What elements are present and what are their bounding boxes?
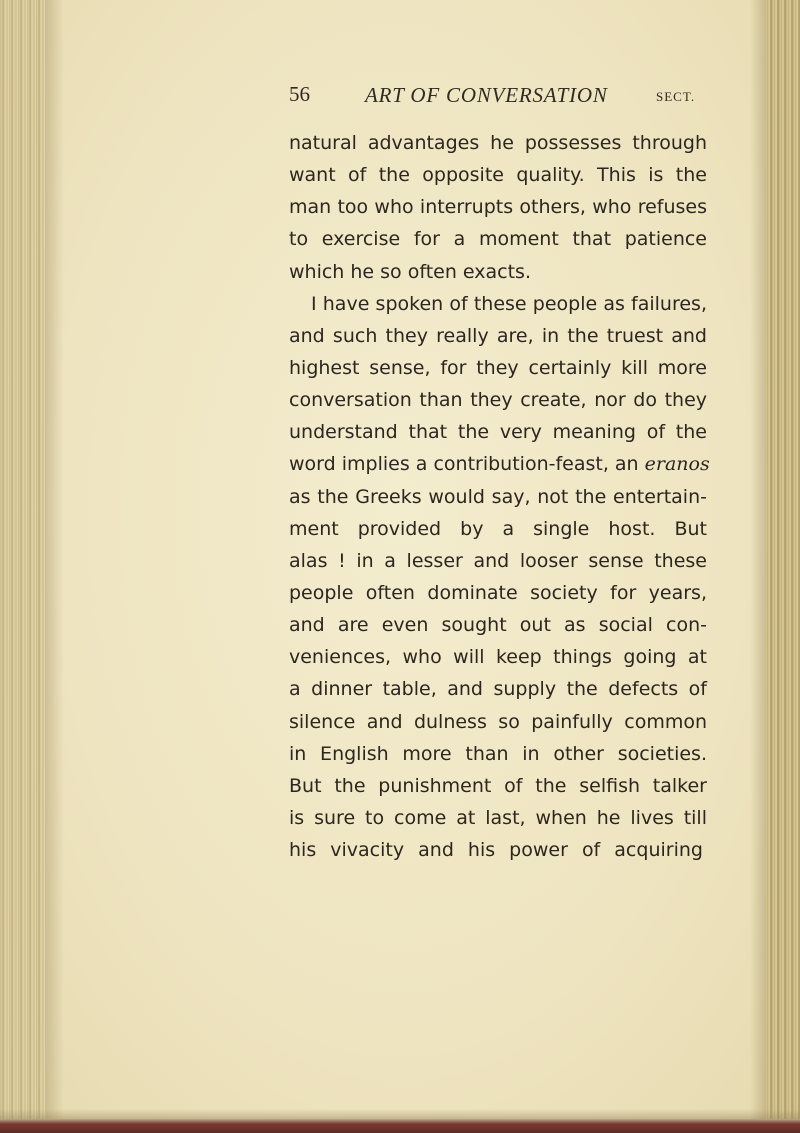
text-line: silence and dulness so painfully common	[289, 710, 707, 733]
text-line: conversation than they create, nor do they	[289, 389, 707, 412]
text-line: people often dominate society for years,	[289, 581, 707, 604]
paragraph-start-line: I have spoken of these people as failures,	[311, 292, 707, 315]
text-line: ment provided by a single host. But	[289, 517, 707, 540]
text-line-with-italic	[289, 448, 710, 480]
italic-word: eranos	[644, 453, 710, 476]
text-line: veniences, who will keep things going at	[289, 646, 707, 669]
body-text	[289, 127, 710, 866]
text-line: and such they really are, in the truest and	[289, 324, 707, 347]
text-line: alas ! in a lesser and looser sense these	[289, 549, 707, 572]
text-line: a dinner table, and supply the defects of	[289, 678, 707, 701]
book-cover-edge	[0, 1119, 800, 1133]
running-title: ART OF CONVERSATION	[365, 83, 608, 107]
text-line: is sure to come at last, when he lives till	[289, 806, 707, 829]
running-header	[285, 78, 725, 118]
text-line: as the Greeks would say, not the entertain-	[289, 485, 707, 508]
text-line: understand that the very meaning of the	[289, 421, 707, 444]
text-line-part: word implies a contribution-feast, an	[289, 453, 639, 476]
text-line: and are even sought out as social con-	[289, 614, 707, 637]
text-line: in English more than in other societies.	[289, 742, 707, 765]
text-line: want of the opposite quality. This is the	[289, 164, 707, 187]
page-number: 56	[289, 82, 310, 106]
text-line: natural advantages he possesses through	[289, 132, 707, 154]
text-line: man too who interrupts others, who refuses	[289, 196, 707, 219]
page-edge-right	[766, 0, 800, 1133]
text-line: highest sense, for they certainly kill more	[289, 356, 707, 379]
section-label: SECT.	[656, 89, 696, 104]
text-line: But the punishment of the selfish talker	[289, 774, 707, 797]
binding-gutter	[0, 0, 46, 1133]
text-line: his vivacity and his power of acquiring	[289, 839, 703, 862]
text-line: which he so often exacts.	[289, 260, 531, 283]
text-line: to exercise for a moment that patience	[289, 228, 707, 251]
